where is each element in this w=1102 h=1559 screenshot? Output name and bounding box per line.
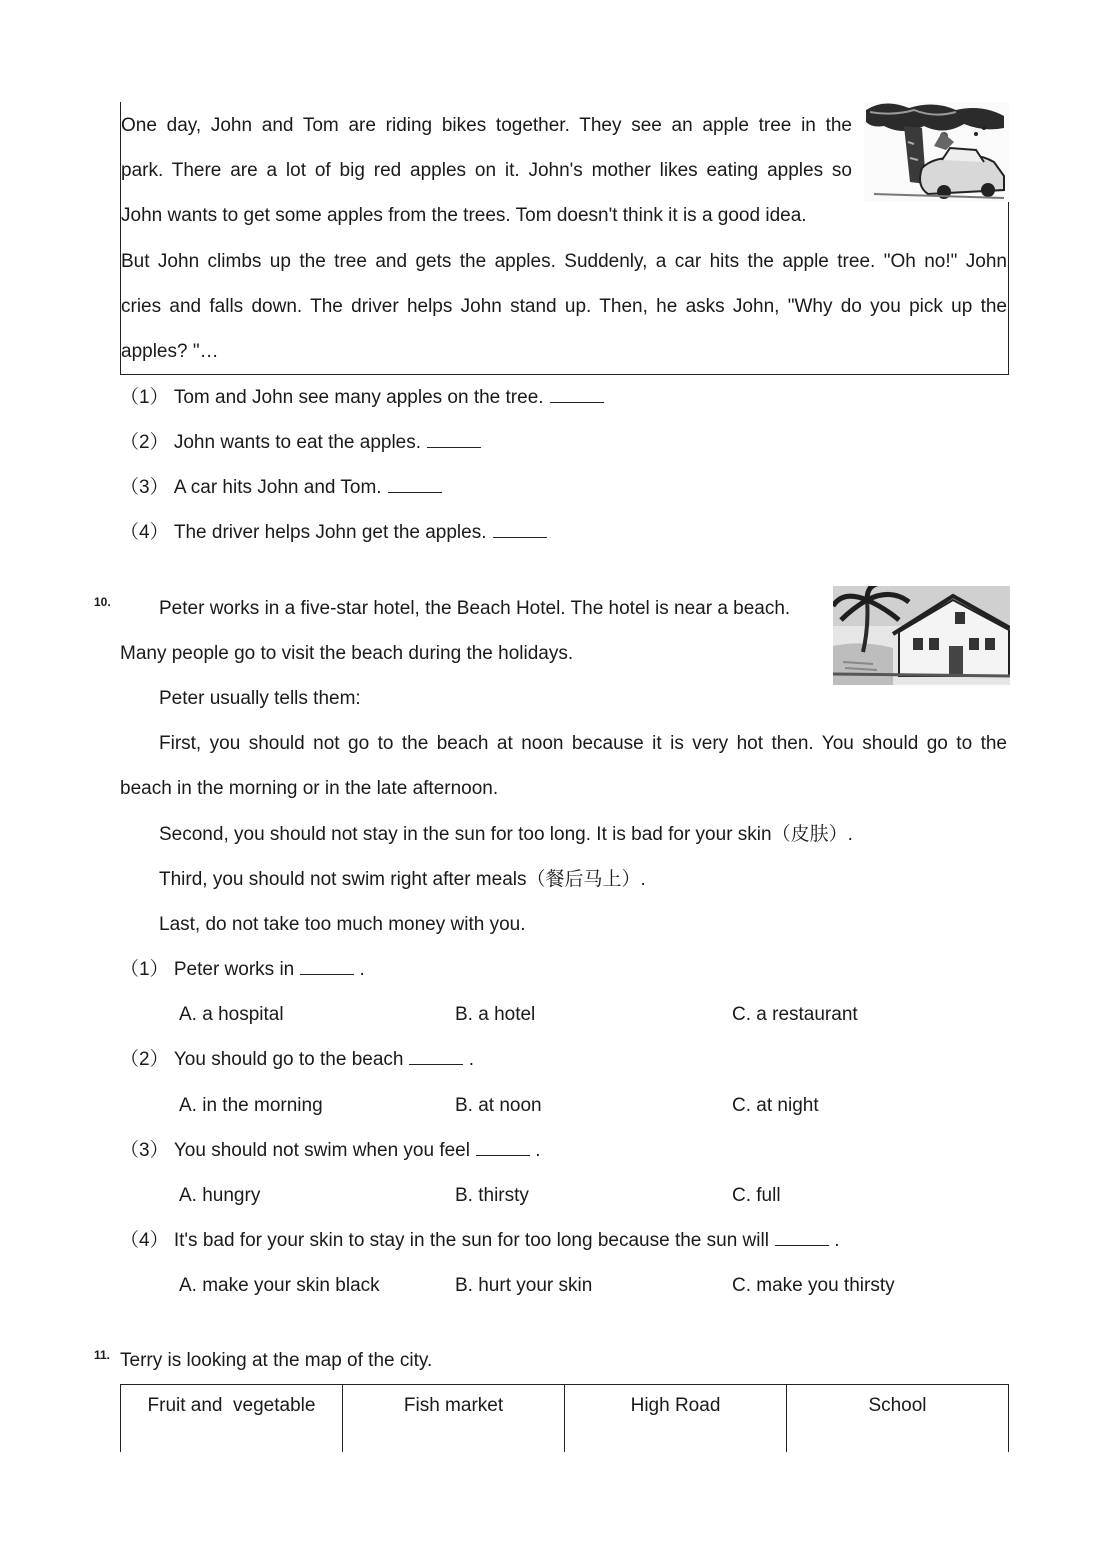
map-cell: Fruit and vegetable — [121, 1385, 343, 1465]
passage-line: cries and falls down. The driver helps John stand up. Then, he asks John, "Why do you pick up the — [121, 296, 1007, 317]
answer-blank[interactable] — [493, 521, 547, 538]
passage-line: Second, you should not stay in the sun for too long. It is bad for your skin（皮肤）. — [159, 824, 853, 845]
option-a[interactable]: A. make your skin black — [179, 1275, 380, 1296]
option-a[interactable]: A. a hospital — [179, 1004, 284, 1025]
answer-blank[interactable] — [550, 386, 604, 403]
passage-line: Third, you should not swim right after meals（餐后马上）. — [159, 869, 646, 890]
passage-line: park. There are a lot of big red apples on it. John's mother likes eating apples so — [121, 160, 852, 181]
question-intro: Terry is looking at the map of the city. — [120, 1350, 433, 1371]
page-cut — [110, 1452, 1020, 1472]
answer-blank[interactable] — [388, 476, 442, 493]
passage-line: apples? "… — [121, 341, 219, 362]
answer-blank[interactable] — [476, 1139, 530, 1156]
option-c[interactable]: C. at night — [732, 1095, 819, 1116]
question-item: （1） Tom and John see many apples on the tree. — [120, 386, 604, 410]
passage-line: Peter usually tells them: — [159, 688, 361, 709]
apple-tree-car-illustration — [864, 102, 1009, 202]
answer-blank[interactable] — [409, 1048, 463, 1065]
option-c[interactable]: C. full — [732, 1185, 781, 1206]
passage-line: Last, do not take too much money with you. — [159, 914, 526, 935]
passage-line: One day, John and Tom are riding bikes together. They see an apple tree in the — [121, 115, 852, 136]
option-c[interactable]: C. make you thirsty — [732, 1275, 895, 1296]
passage-line: But John climbs up the tree and gets the apples. Suddenly, a car hits the apple tree. "Oh no!" John — [121, 251, 1007, 272]
question-number: 11. — [94, 1348, 111, 1362]
answer-blank[interactable] — [775, 1229, 829, 1246]
question-item: （1） Peter works in . — [120, 959, 365, 980]
question-item: （2） John wants to eat the apples. — [120, 431, 481, 455]
passage-line: beach in the morning or in the late afternoon. — [120, 778, 499, 799]
map-cell: Fish market — [343, 1385, 565, 1465]
map-cell: School — [787, 1385, 1009, 1465]
passage-line: Many people go to visit the beach during the holidays. — [120, 643, 574, 664]
map-cell: High Road — [565, 1385, 787, 1465]
passage-line: Peter works in a five-star hotel, the Beach Hotel. The hotel is near a beach. — [159, 598, 791, 619]
passage-line: First, you should not go to the beach at noon because it is very hot then. You should go to the — [159, 733, 1007, 754]
question-item: （3） You should not swim when you feel . — [120, 1140, 541, 1161]
answer-blank[interactable] — [300, 958, 354, 975]
answer-blank[interactable] — [427, 431, 481, 448]
option-b[interactable]: B. at noon — [455, 1095, 542, 1116]
question-item: （4） It's bad for your skin to stay in the sun for too long because the sun will . — [120, 1230, 840, 1251]
beach-hotel-illustration — [833, 586, 1010, 685]
option-b[interactable]: B. hurt your skin — [455, 1275, 593, 1296]
option-a[interactable]: A. in the morning — [179, 1095, 323, 1116]
question-item: （4） The driver helps John get the apples. — [120, 521, 547, 545]
option-c[interactable]: C. a restaurant — [732, 1004, 858, 1025]
question-item: （2） You should go to the beach . — [120, 1049, 475, 1070]
option-a[interactable]: A. hungry — [179, 1185, 261, 1206]
option-b[interactable]: B. a hotel — [455, 1004, 536, 1025]
question-number: 10. — [94, 595, 111, 609]
passage-box-border — [1008, 202, 1009, 374]
passage-line: John wants to get some apples from the trees. Tom doesn't think it is a good idea. — [121, 205, 807, 226]
question-item: （3） A car hits John and Tom. — [120, 476, 442, 500]
option-b[interactable]: B. thirsty — [455, 1185, 529, 1206]
